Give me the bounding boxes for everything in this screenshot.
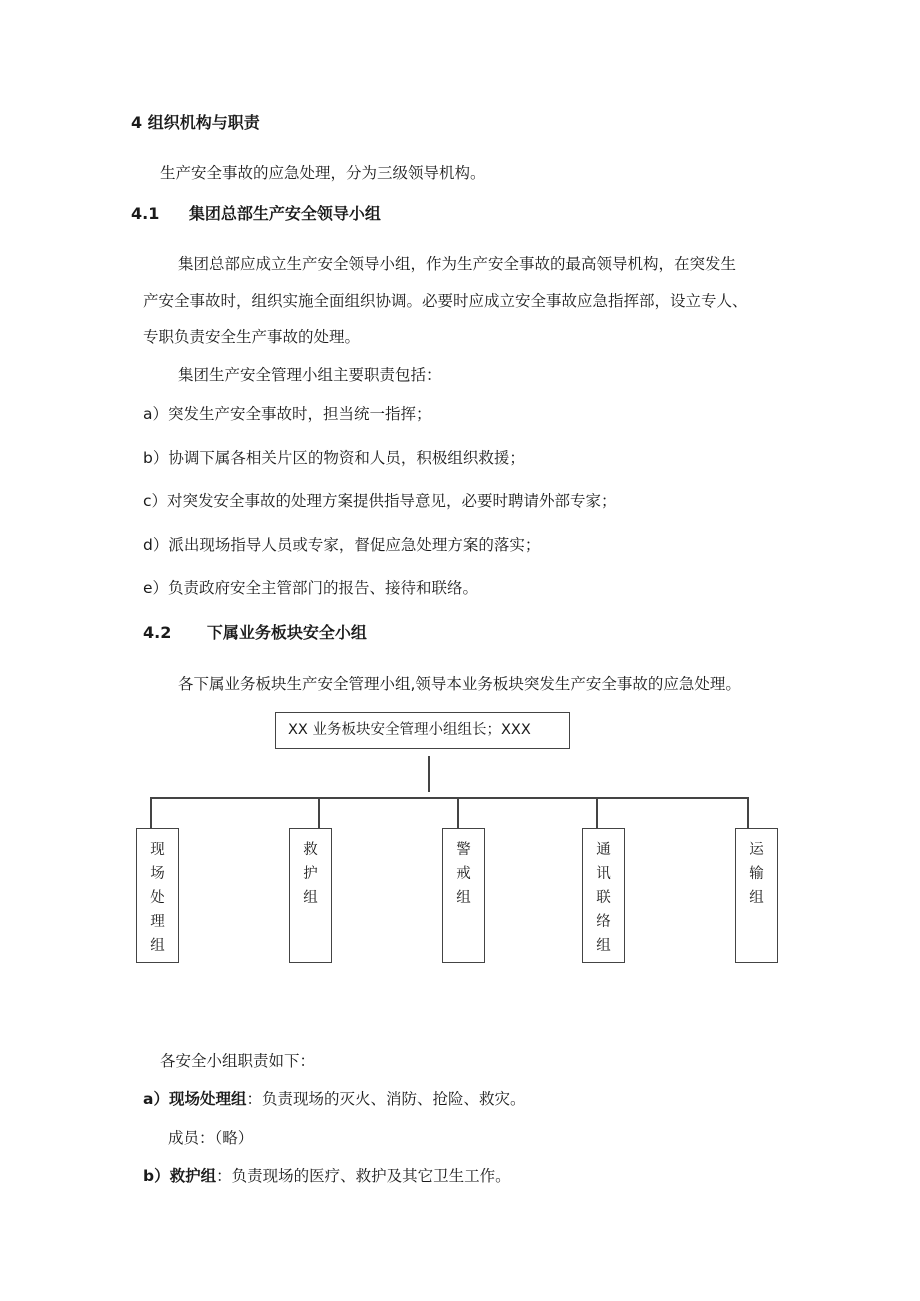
- item-prefix: a）: [143, 1090, 169, 1108]
- org-chart-group-box: [735, 828, 778, 963]
- section-heading: 4 组织机构与职责: [131, 113, 260, 132]
- group-char: 组: [150, 938, 165, 954]
- duty-item: e）负责政府安全主管部门的报告、接待和联络。: [143, 579, 479, 597]
- item-prefix: b）: [143, 1167, 170, 1185]
- group-char: 戒: [456, 866, 471, 882]
- group-char: 组: [456, 890, 471, 906]
- group-char: 现: [150, 842, 165, 858]
- subsection-number: 4.2: [143, 623, 172, 642]
- group-name: 救护组: [169, 1167, 217, 1185]
- group-duty-text: ：负责现场的灭火、消防、抢险、救灾。: [246, 1090, 526, 1108]
- group-char: 通: [596, 842, 611, 858]
- org-chart-group-box: [582, 828, 625, 963]
- subsection-number: 4.1: [131, 204, 160, 223]
- org-chart-group-box: [442, 828, 485, 963]
- connector-line: [428, 756, 430, 792]
- group-char: 运: [749, 842, 764, 858]
- paragraph-line: 专职负责安全生产事故的处理。: [143, 328, 361, 346]
- group-char: 联: [596, 890, 611, 906]
- group-char: 警: [456, 842, 471, 858]
- duty-item: d）派出现场指导人员或专家，督促应急处理方案的落实；: [143, 536, 541, 554]
- paragraph-line: 产安全事故时，组织实施全面组织协调。必要时应成立安全事故应急指挥部，设立专人、: [143, 292, 748, 310]
- paragraph-line: 各下属业务板块生产安全管理小组,领导本业务板块突发生产安全事故的应急处理。: [178, 675, 741, 693]
- org-chart-group-box: [136, 828, 179, 963]
- connector-line: [457, 797, 459, 828]
- duty-item: b）协调下属各相关片区的物资和人员，积极组织救援；: [143, 449, 525, 467]
- group-char: 处: [150, 890, 165, 906]
- group-char: 输: [749, 866, 764, 882]
- group-name: 现场处理组: [168, 1090, 247, 1108]
- group-char: 救: [303, 842, 318, 858]
- group-char: 讯: [596, 866, 611, 882]
- group-char: 组: [303, 890, 318, 906]
- group-char: 组: [749, 890, 764, 906]
- section-intro: 生产安全事故的应急处理，分为三级领导机构。: [160, 164, 486, 182]
- subsection-title: 集团总部生产安全领导小组: [188, 204, 381, 223]
- subsection-heading-4-2: [143, 623, 367, 643]
- group-char: 场: [150, 866, 165, 882]
- connector-line: [596, 797, 598, 828]
- org-chart-group-box: [289, 828, 332, 963]
- connector-line: [150, 797, 152, 828]
- group-duty-b: [143, 1166, 511, 1186]
- connector-line: [747, 797, 749, 828]
- group-char: 理: [150, 914, 165, 930]
- duties-intro: 集团生产安全管理小组主要职责包括：: [178, 366, 442, 384]
- org-chart-root-box: XX 业务板块安全管理小组组长；XXX: [275, 712, 570, 749]
- duty-item: a）突发生产安全事故时，担当统一指挥；: [143, 405, 432, 423]
- group-char: 护: [303, 866, 318, 882]
- subsection-heading-4-1: [131, 204, 381, 224]
- subsection-title: 下属业务板块安全小组: [206, 623, 367, 642]
- members-note: 成员：（略）: [168, 1129, 254, 1147]
- group-duties-intro: 各安全小组职责如下：: [160, 1052, 316, 1070]
- connector-line: [318, 797, 320, 828]
- group-char: 络: [596, 914, 611, 930]
- paragraph-line: 集团总部应成立生产安全领导小组，作为生产安全事故的最高领导机构，在突发生: [178, 255, 737, 273]
- group-duty-a: [143, 1089, 526, 1109]
- connector-line: [150, 797, 749, 799]
- duty-item: c）对突发安全事故的处理方案提供指导意见，必要时聘请外部专家；: [143, 492, 617, 510]
- group-char: 组: [596, 938, 611, 954]
- group-duty-text: ：负责现场的医疗、救护及其它卫生工作。: [216, 1167, 511, 1185]
